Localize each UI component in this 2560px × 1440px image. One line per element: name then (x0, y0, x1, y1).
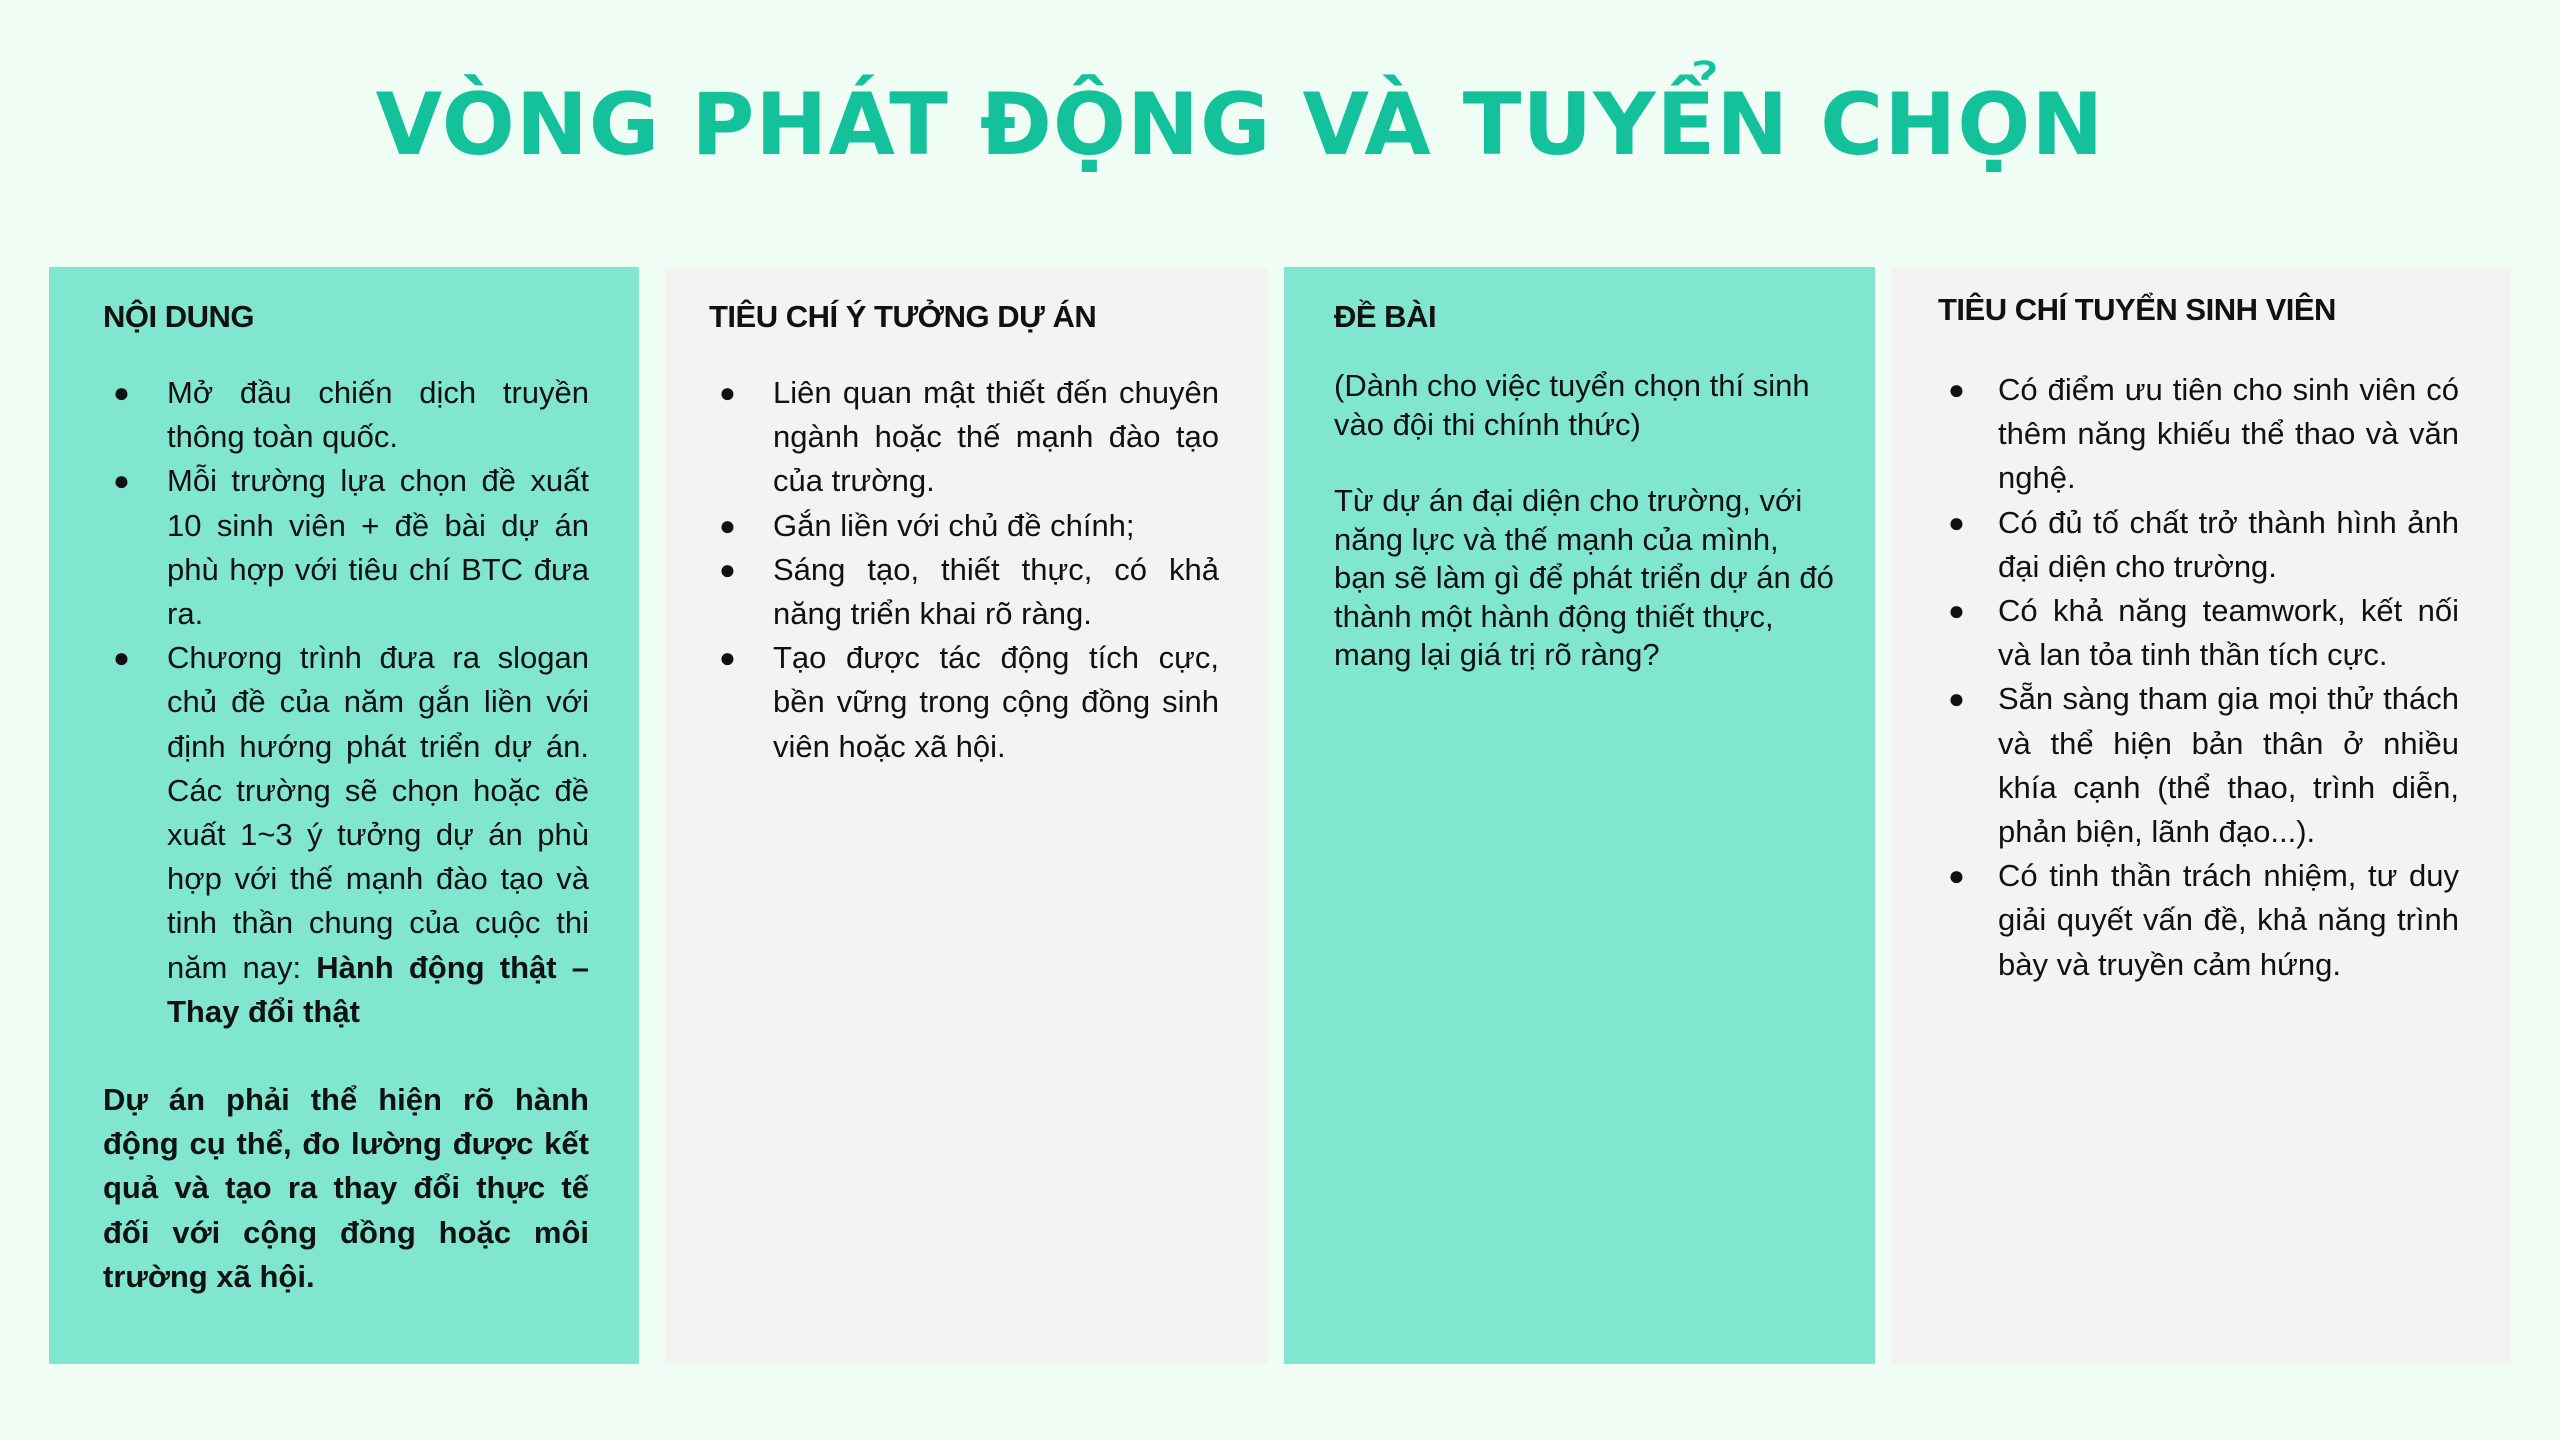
list-item (1938, 368, 2459, 501)
bullet-icon: ● (1948, 506, 1965, 538)
bullet-text: Gắn liền với chủ đề chính; (773, 507, 1135, 543)
bullet-text: Liên quan mật thiết đến chuyên ngành hoặc thế mạnh đào tạo của trường. (773, 375, 1219, 499)
list-item (103, 459, 589, 636)
assignment-subtitle: (Dành cho việc tuyển chọn thí sinh vào đội thi chính thức) (1334, 368, 1810, 442)
project-criteria-card (665, 267, 1267, 1364)
bullet-icon: ● (113, 642, 130, 674)
bullet-icon: ● (719, 642, 736, 674)
bullet-text: Mỗi trường lựa chọn đề xuất 10 sinh viên + đề bài dự án phù hợp với tiêu chí BTC đưa ra. (167, 463, 589, 632)
bullet-text: Chương trình đưa ra slogan chủ đề của năm gắn liền với định hướng phát triển dự án. Các trường sẽ chọn hoặc đề xuất 1~3 ý tưởng dự án phù hợp với thế mạnh đào tạo và tinh thần chung của cuộc thi năm nay: (167, 640, 589, 985)
list-item (709, 504, 1219, 548)
list-item (1938, 589, 2459, 677)
bullet-text: Có đủ tố chất trở thành hình ảnh đại diện cho trường. (1998, 504, 2459, 584)
list-item (103, 636, 589, 1034)
bullet-icon: ● (1948, 374, 1965, 405)
list-item (1938, 677, 2459, 854)
list-item (103, 371, 589, 459)
content-card-heading: NỘI DUNG (103, 299, 254, 334)
content-card-note: Dự án phải thể hiện rõ hành động cụ thể, đo lường được kết quả và tạo ra thay đổi thực tế đối với cộng đồng hoặc môi trường xã hội. (103, 1082, 589, 1294)
assignment-body: Từ dự án đại diện cho trường, với năng lực và thế mạnh của mình, bạn sẽ làm gì để phát triển dự án đó thành một hành động thiết thực, mang lại giá trị rõ ràng? (1334, 483, 1834, 672)
content-card (49, 267, 639, 1364)
bullet-icon: ● (719, 509, 736, 541)
bullet-icon: ● (719, 377, 736, 408)
assignment-card (1284, 267, 1875, 1364)
list-item (1938, 501, 2459, 589)
bullet-text: Có điểm ưu tiên cho sinh viên có thêm năng khiếu thể thao và văn nghệ. (1998, 372, 2459, 496)
assignment-heading: ĐỀ BÀI (1334, 299, 1437, 334)
bullet-text: Mở đầu chiến dịch truyền thông toàn quốc. (167, 375, 589, 455)
list-item (1938, 854, 2459, 987)
list-item (709, 548, 1219, 636)
project-criteria-list (709, 371, 1219, 769)
bullet-icon: ● (113, 377, 130, 408)
student-criteria-card (1892, 267, 2511, 1364)
bullet-text: Tạo được tác động tích cực, bền vững trong cộng đồng sinh viên hoặc xã hội. (773, 640, 1219, 764)
student-criteria-heading: TIÊU CHÍ TUYỂN SINH VIÊN (1938, 292, 2336, 327)
slogan-text: Hành động thật – Thay đổi thật (167, 949, 589, 1029)
content-bullet-list (103, 371, 589, 1034)
bullet-icon: ● (719, 553, 736, 585)
bullet-icon: ● (1948, 860, 1965, 892)
bullet-text: Sáng tạo, thiết thực, có khả năng triển khai rõ ràng. (773, 551, 1219, 632)
list-item (709, 636, 1219, 769)
project-criteria-heading: TIÊU CHÍ Ý TƯỞNG DỰ ÁN (709, 299, 1097, 334)
slide-title: VÒNG PHÁT ĐỘNG VÀ TUYỂN CHỌN (375, 75, 2105, 175)
bullet-icon: ● (113, 465, 130, 497)
student-criteria-list (1938, 368, 2459, 987)
bullet-icon: ● (1948, 595, 1965, 627)
bullet-icon: ● (1948, 683, 1965, 715)
list-item (709, 371, 1219, 504)
bullet-text: Sẵn sàng tham gia mọi thử thách và thể hiện bản thân ở nhiều khía cạnh (thể thao, trình diễn, phản biện, lãnh đạo...). (1998, 681, 2459, 850)
bullet-text: Có tinh thần trách nhiệm, tư duy giải quyết vấn đề, khả năng trình bày và truyền cảm hứng. (1998, 858, 2459, 982)
bullet-text: Có khả năng teamwork, kết nối và lan tỏa tinh thần tích cực. (1998, 593, 2459, 673)
